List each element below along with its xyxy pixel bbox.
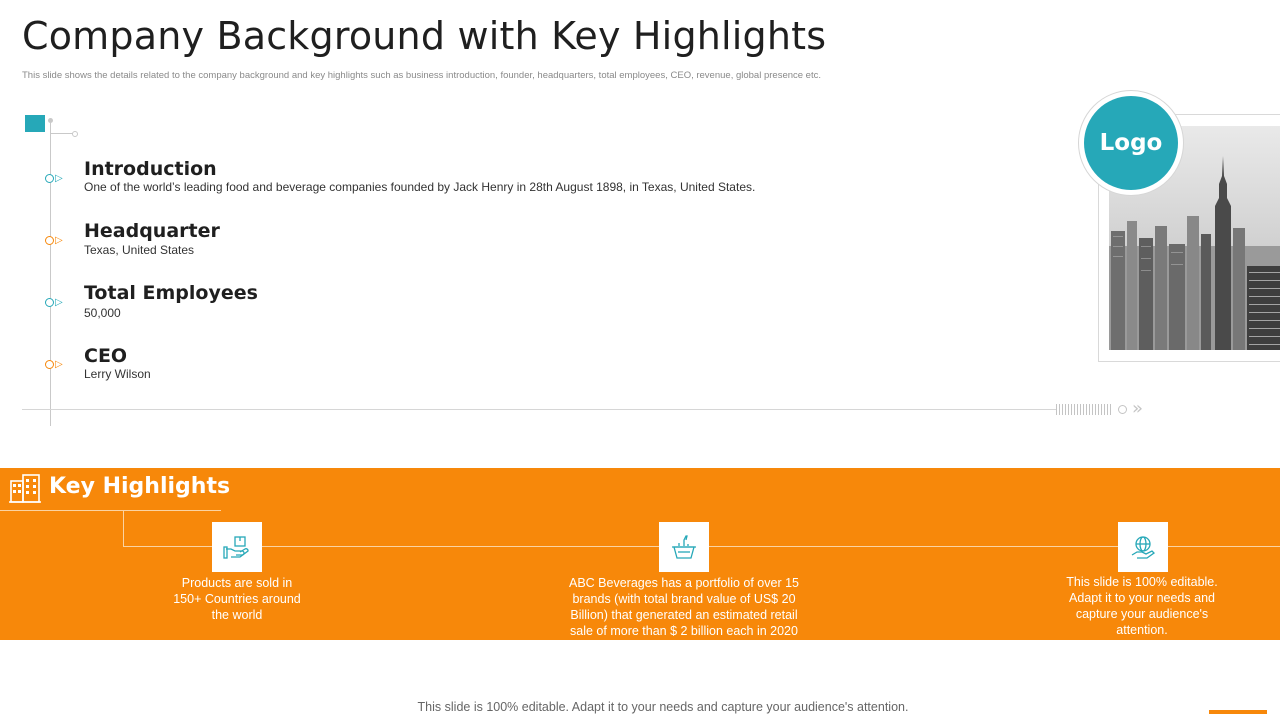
timeline-vertical-line: [50, 120, 51, 426]
timeline-marker-icon: ▷: [45, 235, 67, 247]
key-highlights-underline: [0, 510, 221, 511]
timeline-item-description: Texas, United States: [84, 243, 195, 257]
timeline-flag-icon: [25, 115, 45, 132]
key-highlights-title: Key Highlights: [49, 474, 231, 499]
footer-note: This slide is 100% editable. Adapt it to your needs and capture your audience's attention.: [417, 700, 909, 714]
highlight-icon-box: [212, 522, 262, 572]
double-chevron-right-icon: »: [1132, 398, 1144, 419]
timeline-item-title: CEO: [84, 345, 128, 367]
timeline-item-title: Total Employees: [84, 282, 258, 304]
timeline-top-dot: [48, 118, 53, 123]
timeline-end-circle: [1118, 405, 1127, 414]
timeline-horizontal-line: [22, 409, 1057, 410]
company-logo: Logo: [1084, 96, 1178, 190]
highlight-text: Products are sold in 150+ Countries around the world: [173, 576, 301, 622]
globe-hand-icon: [1129, 533, 1157, 561]
highlight-text: This slide is 100% editable. Adapt it to your needs and capture your audience's attention.: [1066, 575, 1218, 637]
timeline-item-description: 50,000: [84, 306, 121, 320]
office-building-icon: [8, 471, 42, 505]
timeline-connector-end: [72, 131, 78, 137]
hand-box-icon: [223, 533, 251, 561]
timeline-marker-icon: ▷: [45, 173, 67, 185]
timeline-item-title: Headquarter: [84, 220, 220, 242]
highlights-connector-vertical: [123, 510, 124, 547]
timeline-top-connector: [50, 133, 74, 134]
timeline-item-description: Lerry Wilson: [84, 367, 151, 381]
timeline-hatch-decoration: [1056, 404, 1112, 415]
beverage-cooler-icon: [670, 533, 698, 561]
timeline-item-title: Introduction: [84, 158, 217, 180]
highlight-icon-box: [659, 522, 709, 572]
highlight-icon-box: [1118, 522, 1168, 572]
timeline-marker-icon: ▷: [45, 359, 67, 371]
timeline-item-description: One of the world’s leading food and beverage companies founded by Jack Henry in 28th August 1898, in Texas, United States.: [84, 180, 756, 194]
footer-accent-bar: [1209, 710, 1267, 714]
page-subtitle: This slide shows the details related to the company background and key highlights such as business introduction, founder, headquarters, total employees, CEO, revenue, global presence etc.: [22, 70, 821, 81]
highlight-text: ABC Beverages has a portfolio of over 15 brands (with total brand value of US$ 20 Billion) that generated an estimated retail sale of more than $ 2 billion each in 2020: [569, 576, 799, 638]
timeline-marker-icon: ▷: [45, 297, 67, 309]
page-title: Company Background with Key Highlights: [22, 14, 827, 58]
